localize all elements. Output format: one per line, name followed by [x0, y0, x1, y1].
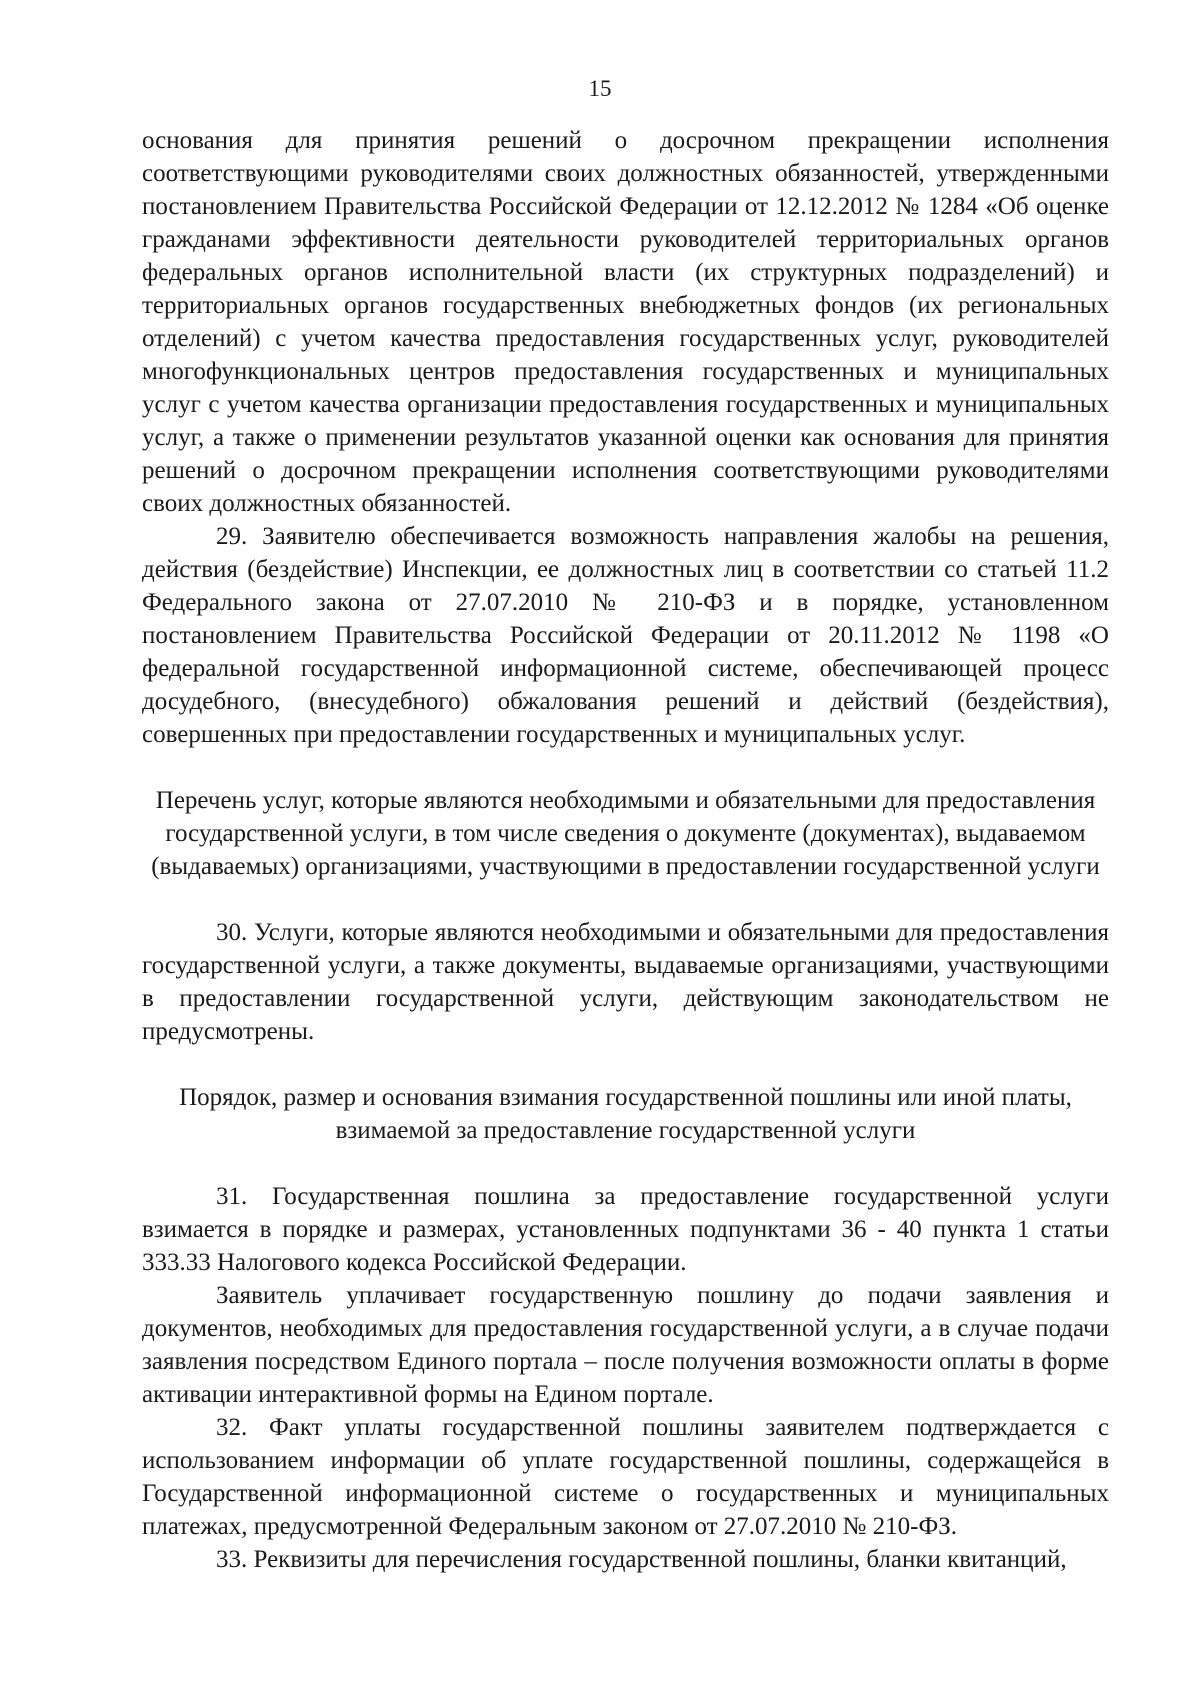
paragraph-31-payment: Заявитель уплачивает государственную пошлину до подачи заявления и документов, необходимых для предоставления государственной услуги, а в случае подачи заявления посредством Единого портала – после получения возможности оплаты в форме активации интерактивной формы на Едином портале.: [142, 1282, 1109, 1408]
paragraph-continuation: основания для принятия решений о досрочном прекращении исполнения соответствующими руководителями своих должностных обязанностей, утвержденными постановлением Правительства Российской Федерации от 12.12.2012 № 1284 «Об оценке гражданами эффективности деятельности руководителей территориальных органов федеральных органов исполнительной власти (их структурных подразделений) и территориальных органов государственных внебюджетных фондов (их региональных отделений) с учетом качества предоставления государственных услуг, руководителей многофункциональных центров предоставления государственных и муниципальных услуг с учетом качества организации предоставления государственных и муниципальных услуг, а также о применении результатов указанной оценки как основания для принятия решений о досрочном прекращении исполнения соответствующими руководителями своих должностных обязанностей.: [142, 127, 1109, 517]
paragraph-30: 30. Услуги, которые являются необходимыми и обязательными для предоставления государственной услуги, а также документы, выдаваемые организациями, участвующими в предоставлении государственной услуги, действующим законодательством не предусмотрены.: [142, 919, 1109, 1045]
paragraph-32: 32. Факт уплаты государственной пошлины заявителем подтверждается с использованием информации об уплате государственной пошлины, содержащейся в Государственной информационной системе о государственных и муниципальных платежах, предусмотренной Федеральным законом от 27.07.2010 № 210-ФЗ.: [142, 1414, 1109, 1540]
section-heading-required-services: Перечень услуг, которые являются необходимыми и обязательными для предоставления государственной услуги, в том числе сведения о документе (документах), выдаваемом (выдаваемых) организациями, участвующими в предоставлении государственной услуги: [151, 787, 1100, 880]
section-heading-state-fee: Порядок, размер и основания взимания государственной пошлины или иной платы, взимаемой за предоставление государственной услуги: [179, 1084, 1072, 1144]
document-body: [142, 124, 1109, 1576]
paragraph-31: 31. Государственная пошлина за предоставление государственной услуги взимается в порядке и размерах, установленных подпунктами 36 - 40 пункта 1 статьи 333.33 Налогового кодекса Российской Федерации.: [142, 1183, 1109, 1276]
paragraph-33: 33. Реквизиты для перечисления государственной пошлины, бланки квитанций,: [216, 1546, 1067, 1573]
page-number: 15: [588, 76, 612, 101]
paragraph-29: 29. Заявителю обеспечивается возможность направления жалобы на решения, действия (бездействие) Инспекции, ее должностных лиц в соответствии со статьей 11.2 Федерального закона от 27.07.2010 № 210-ФЗ и в порядке, установленном постановлением Правительства Российской Федерации от 20.11.2012 № 1198 «О федеральной государственной информационной системе, обеспечивающей процесс досудебного, (внесудебного) обжалования решений и действий (бездействия), совершенных при предоставлении государственных и муниципальных услуг.: [142, 523, 1109, 748]
